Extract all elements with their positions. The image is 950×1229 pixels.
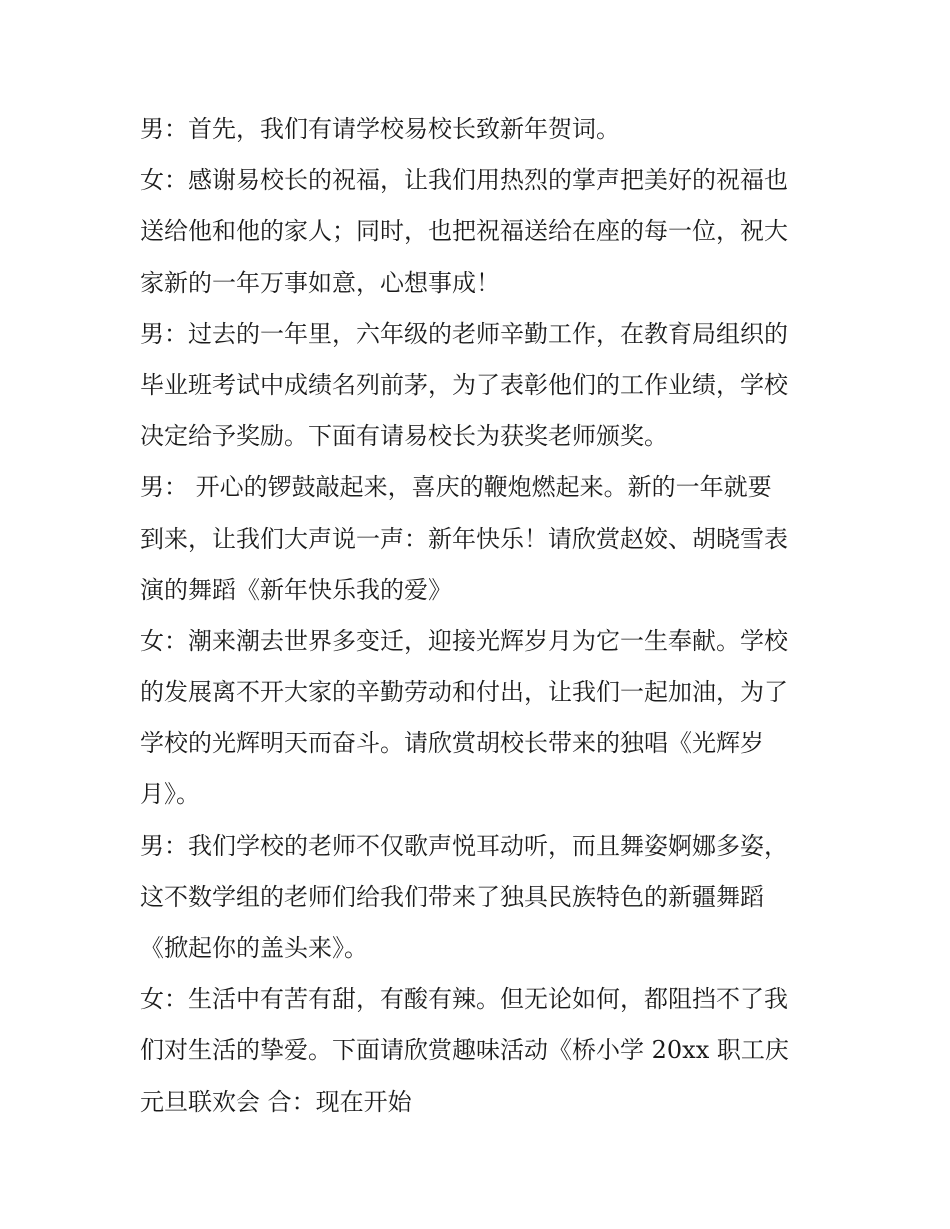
text-line: 男：首先，我们有请学校易校长致新年贺词。 — [140, 115, 620, 143]
text-line: 《掀起你的盖头来》。 — [140, 934, 368, 962]
text-line: 送给他和他的家人；同时，也把祝福送给在座的每一位，祝大 — [140, 217, 788, 246]
text-line: 女：潮来潮去世界多变迁，迎接光辉岁月为它一生奉献。学校 — [140, 626, 788, 655]
text-line: 男：我们学校的老师不仅歌声悦耳动听，而且舞姿婀娜多姿， — [140, 831, 788, 860]
text-line: 毕业班考试中成绩名列前茅，为了表彰他们的工作业绩，学校 — [140, 370, 788, 399]
text-line: 演的舞蹈《新年快乐我的爱》 — [140, 575, 452, 604]
text-line: 们对生活的挚爱。下面请欣赏趣味活动《桥小学 20xx 职工庆 — [140, 1036, 789, 1065]
text-line: 学校的光辉明天而奋斗。请欣赏胡校长带来的独唱《光辉岁 — [140, 729, 764, 758]
text-line: 女：感谢易校长的祝福，让我们用热烈的掌声把美好的祝福也 — [140, 166, 788, 195]
document-body — [140, 104, 820, 1128]
text-line: 元旦联欢会 合：现在开始 — [140, 1087, 412, 1116]
text-line: 男： 开心的锣鼓敲起来，喜庆的鞭炮燃起来。新的一年就要 — [140, 473, 772, 502]
text-line: 这不数学组的老师们给我们带来了独具民族特色的新疆舞蹈 — [140, 882, 764, 911]
text-line: 男：过去的一年里，六年级的老师辛勤工作，在教育局组织的 — [140, 319, 788, 348]
text-line: 家新的一年万事如意，心想事成！ — [140, 268, 500, 297]
text-line: 到来，让我们大声说一声：新年快乐！请欣赏赵姣、胡晓雪表 — [140, 524, 788, 553]
text-line: 决定给予奖励。下面有请易校长为获奖老师颁奖。 — [140, 422, 668, 451]
text-line: 的发展离不开大家的辛勤劳动和付出，让我们一起加油，为了 — [140, 678, 788, 707]
text-line: 月》。 — [140, 780, 200, 809]
text-line: 女：生活中有苦有甜，有酸有辣。但无论如何，都阻挡不了我 — [140, 985, 788, 1014]
